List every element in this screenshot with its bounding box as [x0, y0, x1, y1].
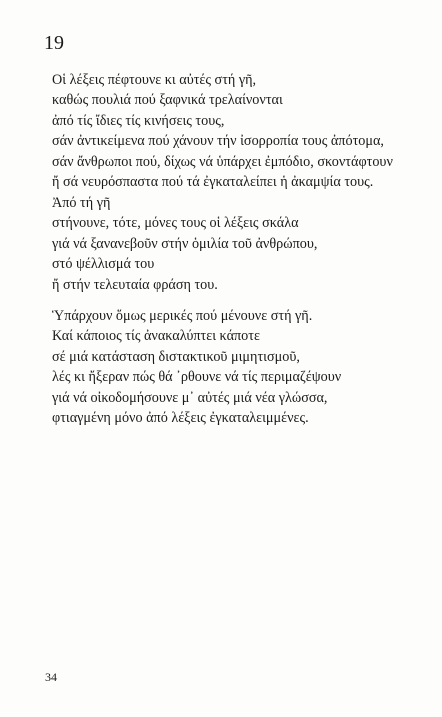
- page-number: 34: [45, 670, 57, 684]
- poem-line: σάν ἀντικείμενα πού χάνουν τήν ἰσορροπία τους ἀπότομα,: [52, 133, 384, 150]
- poem-line: στήνουνε, τότε, μόνες τους οἱ λέξεις σκάλα: [52, 215, 299, 232]
- poem-line: Οἱ λέξεις πέφτουνε κι αὐτές στή γῆ,: [52, 72, 257, 88]
- poem-line: λές κι ἤξεραν πώς θά ᾽ρθουνε νά τίς περιμαζέψουν: [52, 369, 342, 386]
- stanza-1: [52, 70, 393, 192]
- poem-line: σάν ἄνθρωποι πού, δίχως νά ὑπάρχει ἐμπόδιο, σκοντάφτουν: [52, 153, 393, 170]
- poem-line: ἤ στήν τελευταία φράση του.: [52, 276, 218, 293]
- poem-number: 19: [44, 32, 64, 54]
- poem-line: ἀπό τίς ἴδιες τίς κινήσεις τους,: [52, 112, 225, 129]
- poem-line: Καί κάποιος τίς ἀνακαλύπτει κάποτε: [52, 328, 260, 345]
- poem-line: Ὑπάρχουν ὅμως μερικές πού μένουνε στή γῆ.: [52, 308, 313, 324]
- poem-line: στό ψέλλισμά του: [52, 256, 155, 273]
- stanza-2: [52, 193, 317, 295]
- poem-line: Ἀπό τή γῆ: [52, 195, 111, 211]
- poem-line: ἤ σά νευρόσπαστα πού τά ἐγκαταλείπει ἡ ἀκαμψία τους.: [52, 174, 374, 191]
- poem-line: καθώς πουλιά πού ξαφνικά τρελαίνονται: [52, 92, 283, 109]
- poem-line: γιά νά ξανανεβοῦν στήν ὁμιλία τοῦ ἀνθρώπου,: [52, 235, 318, 252]
- stanza-3: [52, 306, 341, 428]
- poem-line: σέ μιά κατάσταση διστακτικοῦ μιμητισμοῦ,: [52, 348, 300, 365]
- poem-line: γιά νά οἰκοδομήσουνε μ᾽ αὐτές μιά νέα γλώσσα,: [52, 389, 328, 406]
- poem-line: φτιαγμένη μόνο ἀπό λέξεις ἐγκαταλειμμένες.: [52, 410, 309, 427]
